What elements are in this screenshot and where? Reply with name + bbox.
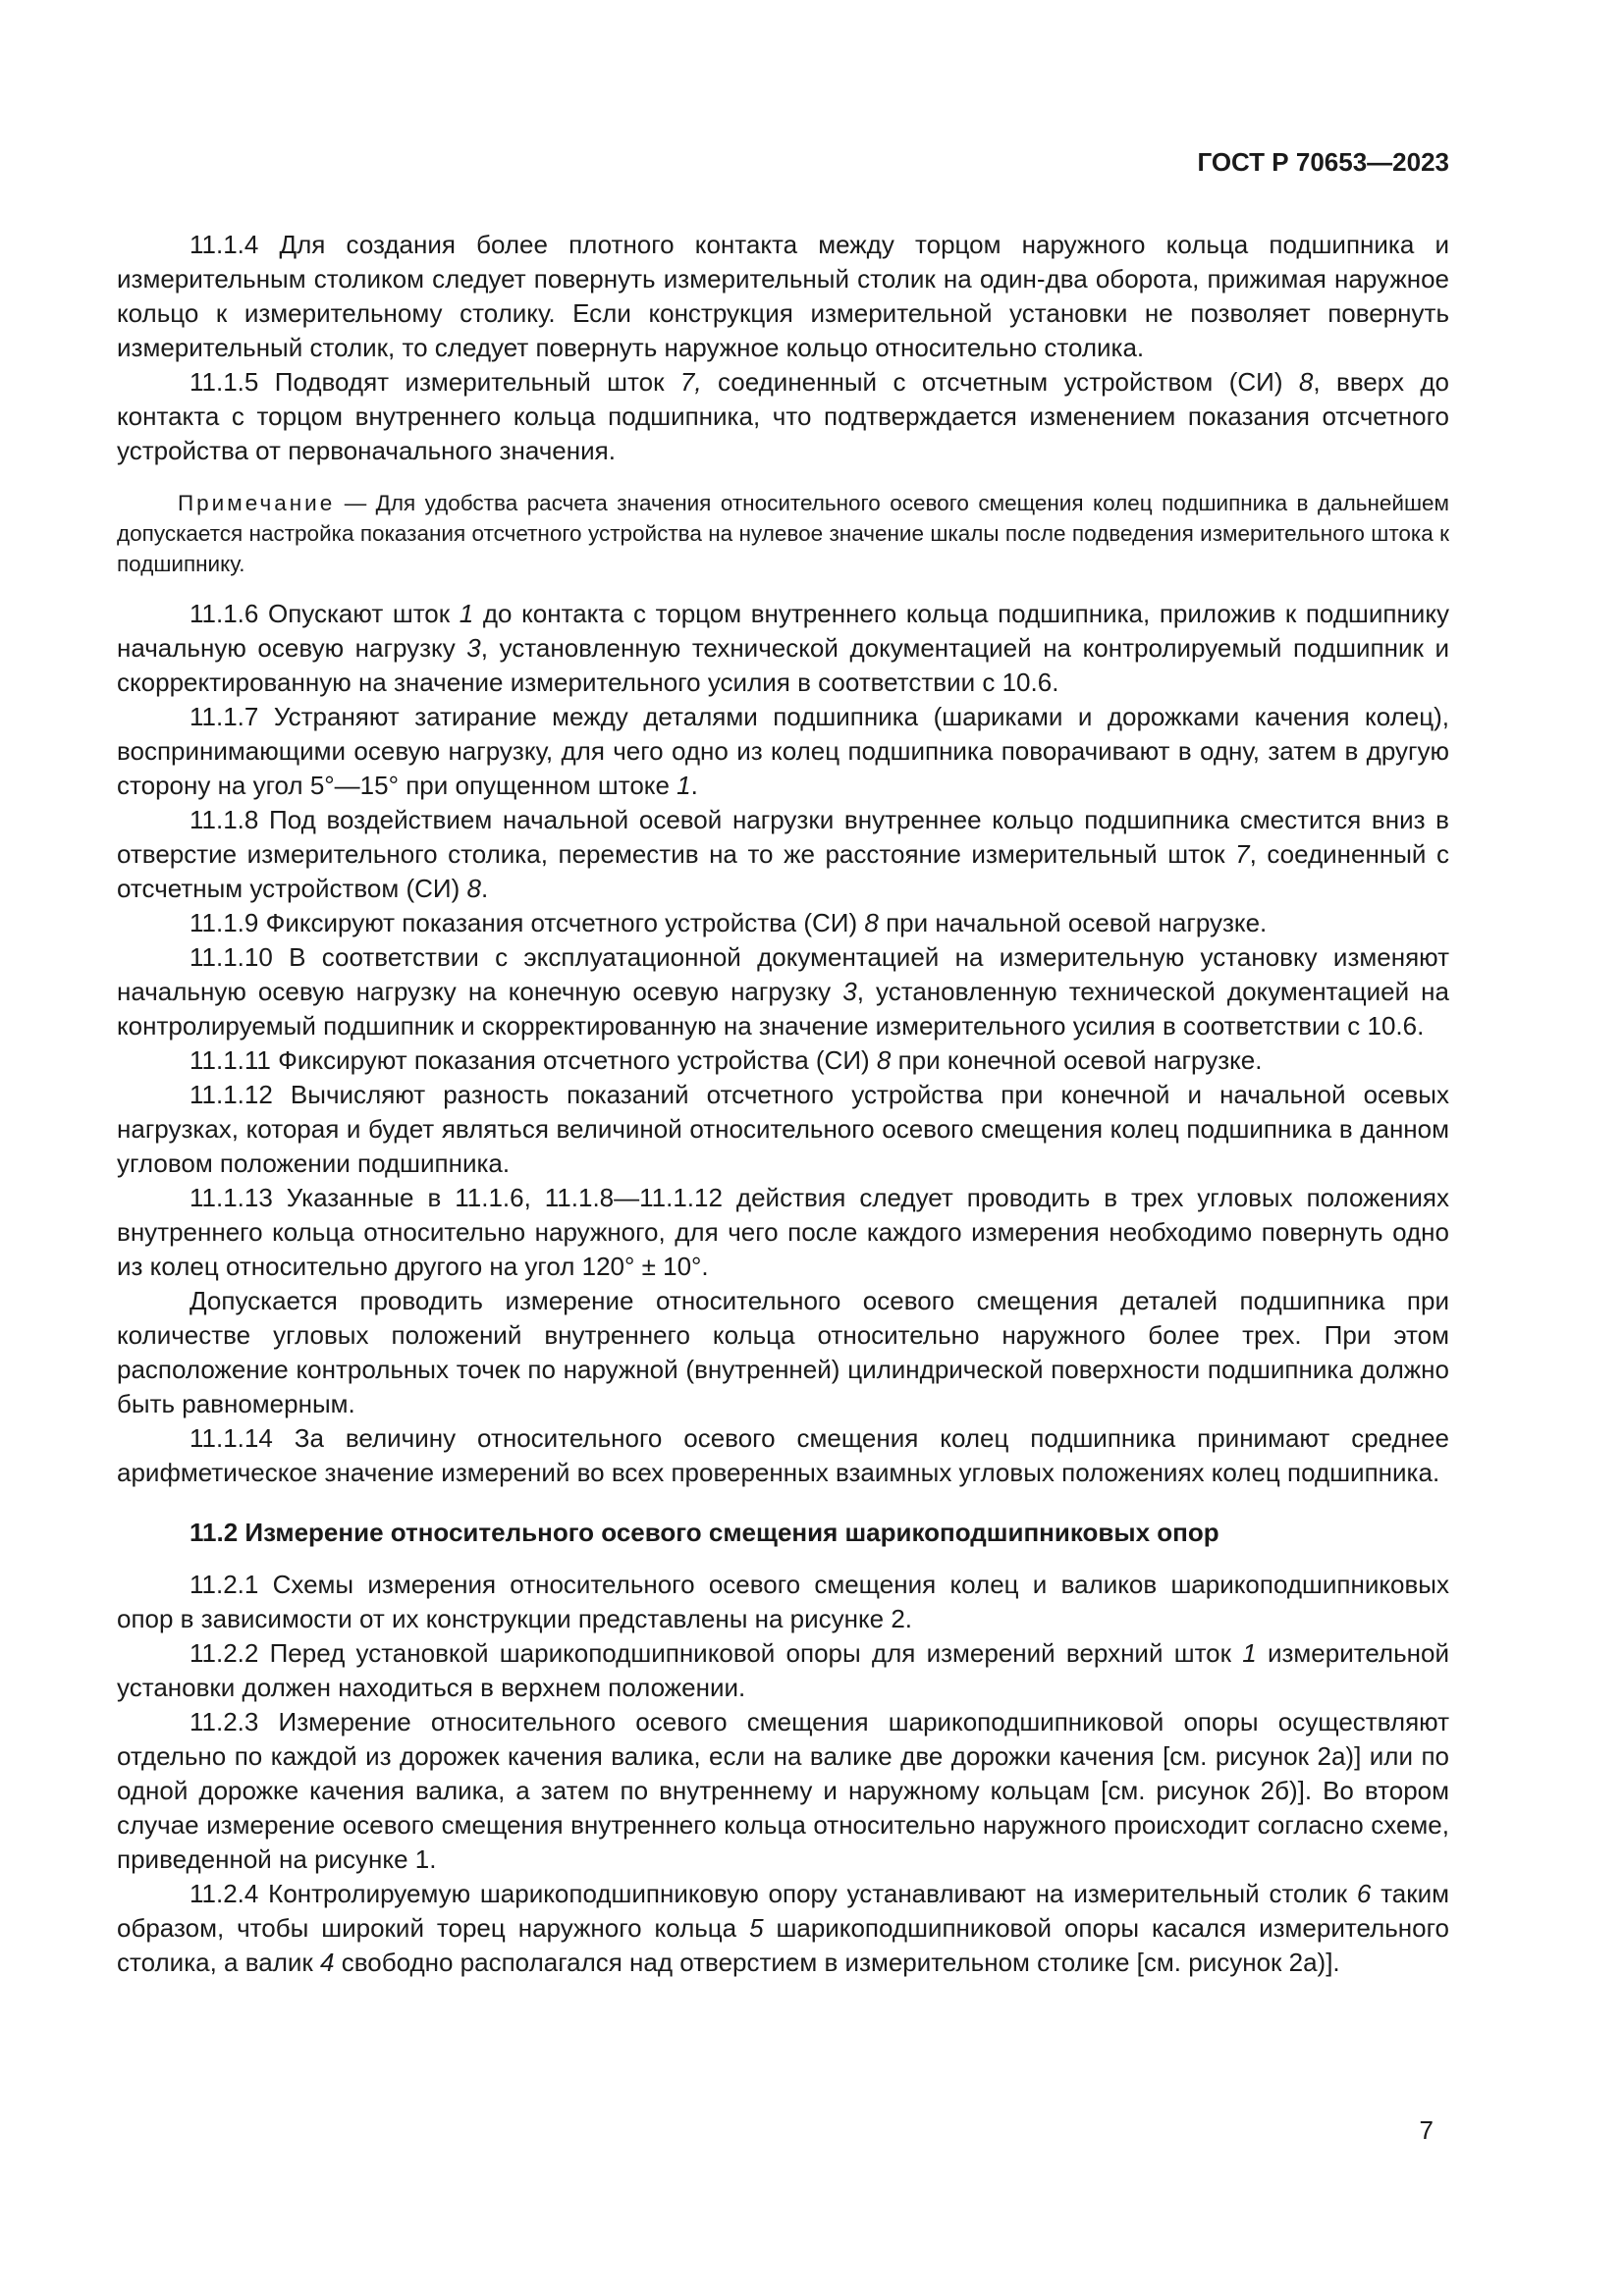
paragraph-11-2-1: 11.2.1 Схемы измерения относительного осевого смещения колец и валиков шарикоподшипниковых опор в зависимости от их конструкции представлены на рисунке 2. — [117, 1570, 1449, 1633]
paragraph-11-2-3: 11.2.3 Измерение относительного осевого смещения шарикоподшипниковой опоры осуществляют отдельно по каждой из дорожек качения валика, если на валике две дорожки качения [см. рисунок 2а)] или по одной дорожке качения валика, а затем по внутреннему и наружному кольцам [см. рисунок 2б)]. Во втором случае измерение осевого смещения внутреннего кольца относительно наружного происходит согласно схеме, приведенной на рисунке 1. — [117, 1707, 1449, 1874]
document-code: ГОСТ Р 70653—2023 — [1197, 147, 1449, 177]
page-number: 7 — [1419, 2115, 1434, 2145]
paragraph-11-1-10: 11.1.10 В соответствии с эксплуатационной документацией на измерительную установку изменяют начальную осевую нагрузку на конечную осевую нагрузку 3, установленную технической документацией на контролируемый подшипник и скорректированную на значение измерительного усилия в соответствии с 10.6. — [117, 942, 1449, 1041]
paragraph-11-1-8: 11.1.8 Под воздействием начальной осевой нагрузки внутреннее кольцо подшипника сместится вниз в отверстие измерительного столика, переместив на то же расстояние измерительный шток 7, соединенный с отсчетным устройством (СИ) 8. — [117, 805, 1449, 903]
paragraph-11-1-6: 11.1.6 Опускают шток 1 до контакта с торцом внутреннего кольца подшипника, приложив к подшипнику начальную осевую нагрузку 3, установленную технической документацией на контролируемый подшипник и скорректированную на значение измерительного усилия в соответствии с 10.6. — [117, 599, 1449, 697]
paragraph-11-1-14: 11.1.14 За величину относительного осевого смещения колец подшипника принимают среднее арифметическое значение измерений во всех проверенных взаимных угловых положениях колец подшипника. — [117, 1423, 1449, 1487]
note-label: Примечание — [178, 491, 336, 515]
paragraph-11-1-4: 11.1.4 Для создания более плотного контакта между торцом наружного кольца подшипника и измерительным столиком следует повернуть измерительный столик на один-два оборота, прижимая наружное кольцо к измерительному столику. Если конструкция измерительной установки не позволяет повернуть измерительный столик, то следует повернуть наружное кольцо относительно столика. — [117, 230, 1449, 362]
document-body — [117, 228, 1449, 1980]
paragraph-11-1-9: 11.1.9 Фиксируют показания отсчетного устройства (СИ) 8 при начальной осевой нагрузке. — [189, 908, 1268, 937]
paragraph-11-2-4: 11.2.4 Контролируемую шарикоподшипниковую опору устанавливают на измерительный столик 6 таким образом, чтобы широкий торец наружного кольца 5 шарикоподшипниковой опоры касался измерительного столика, а валик 4 свободно располагался над отверстием в измерительном столике [см. рисунок 2а)]. — [117, 1879, 1449, 1977]
paragraph-11-1-13: 11.1.13 Указанные в 11.1.6, 11.1.8—11.1.12 действия следует проводить в трех угловых положениях внутреннего кольца относительно наружного, для чего после каждого измерения необходимо повернуть одно из колец относительно другого на угол 120° ± 10°. — [117, 1183, 1449, 1281]
paragraph-11-1-11: 11.1.11 Фиксируют показания отсчетного устройства (СИ) 8 при конечной осевой нагрузке. — [189, 1045, 1263, 1075]
section-heading-11-2: 11.2 Измерение относительного осевого смещения шарикоподшипниковых опор — [189, 1518, 1219, 1547]
note — [117, 488, 1449, 579]
paragraph-11-1-7: 11.1.7 Устраняют затирание между деталями подшипника (шариками и дорожками качения колец), воспринимающими осевую нагрузку, для чего одно из колец подшипника поворачивают в одну, затем в другую сторону на угол 5°—15° при опущенном штоке 1. — [117, 702, 1449, 800]
paragraph-11-1-5: 11.1.5 Подводят измерительный шток 7, соединенный с отсчетным устройством (СИ) 8, вверх до контакта с торцом внутреннего кольца подшипника, что подтверждается изменением показания отсчетного устройства от первоначального значения. — [117, 367, 1450, 465]
paragraph-11-2-2: 11.2.2 Перед установкой шарикоподшипниковой опоры для измерений верхний шток 1 измерительной установки должен находиться в верхнем положении. — [117, 1638, 1449, 1702]
paragraph-allowance: Допускается проводить измерение относительного осевого смещения деталей подшипника при количестве угловых положений внутреннего кольца относительно наружного более трех. При этом расположение контрольных точек по наружной (внутренней) цилиндрической поверхности подшипника должно быть равномерным. — [117, 1286, 1449, 1418]
paragraph-11-1-12: 11.1.12 Вычисляют разность показаний отсчетного устройства при конечной и начальной осевых нагрузках, которая и будет являться величиной относительного осевого смещения колец подшипника в данном угловом положении подшипника. — [117, 1080, 1449, 1178]
note-text: — Для удобства расчета значения относительного осевого смещения колец подшипника в дальнейшем допускается настройка показания отсчетного устройства на нулевое значение шкалы после подведения измерительного штока к подшипнику. — [117, 491, 1449, 576]
